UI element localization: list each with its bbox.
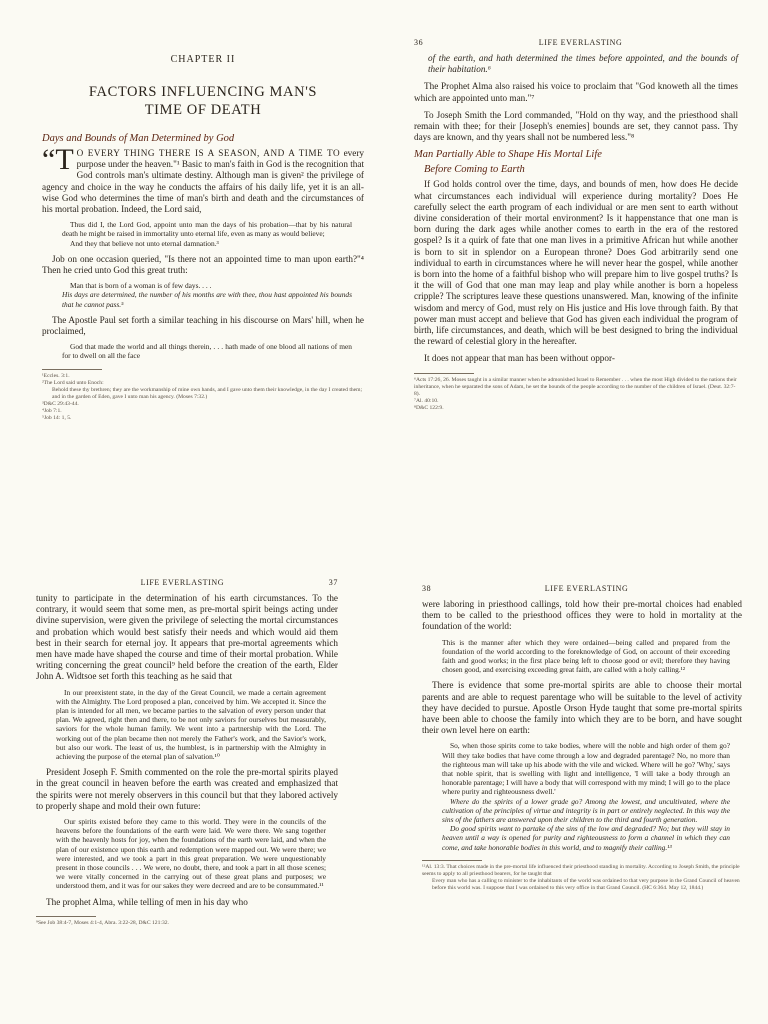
running-title: LIFE EVERLASTING: [538, 38, 623, 47]
block-quote: Our spirits existed before they came to this world. They were in the councils of the heavens before the foundations of the earth were laid. We were there. We sang together with the heavenly hosts for joy, when the foundations of the earth were laid, and when the plan of our existence upon this earth and redemption were mapped out. We were there; we were interested, and we took a part in this great preparation. We were unquestionably present in those councils . . . We were, no doubt, there, and took a part in all those scenes; we were vitally concerned in the carrying out of these great plans and purposes; we understood them, and it was for our sakes they were decreed and are to be consummated.¹¹: [56, 817, 326, 891]
running-title: LIFE EVERLASTING: [544, 584, 629, 593]
block-quote: This is the manner after which they were ordained—being called and prepared from the foundation of the world according to the foreknowledge of God, on account of their exceeding faith and good works; in the first place being left to choose good or evil; therefore they having chosen good, and exercising exceeding great faith, are called with a holy calling.¹²: [442, 637, 730, 675]
paragraph: of the earth, and hath determined the times before appointed, and the bounds of their habitation.⁶: [428, 53, 738, 75]
page-left-bottom: [0, 512, 384, 1024]
page-number: 38: [422, 584, 432, 593]
section-heading: Days and Bounds of Man Determined by God: [42, 133, 235, 144]
running-header: [414, 38, 738, 47]
paragraph: The prophet Alma, while telling of men in his day who: [46, 896, 248, 907]
page-number: 37: [328, 578, 338, 587]
footnotes: ¹Eccles. 3:1. ²The Lord said unto Enoch: Behold these thy brethren; they are the workmanship of mine own hands, and I gave unto them their knowledge, in the day I created them; and in the garden of Eden, gave I unto man his agency. (Moses 7:32.) ³D&C 29:43-44. ⁴Job 7:1. ⁵Job 14: 1, 5.: [42, 372, 363, 421]
page-left-top: [0, 0, 384, 512]
paragraph: If God holds control over the time, days, and bounds of men, how does He decide what circumstances each individual will experience during mortality? Does He carefully select the earth program of each individual or are men sent to earth without divine consideration of their mortal environment? Is it happenstance that one man is born during the dark ages while another comes to earth in the era of the restored gospel? Is it a quirk of fate that one man lives in a primitive African hut while another is born to sit in splendor on a European throne? Does God arbitrarily send one individual to earth in circumstances where he will never hear the gospel, while another is born into the home of a faithful bishop who will prepare him to live gospel truths? Is it the will of God that one man may leap and play while another is born a hopeless cripple? The scriptures leave these questions unanswered. Man, knowing of the infinite wisdom and mercy of God, must rely on His justice and His love through faith. By that power man must accept and believe that God has given each individual the program of birth, life circumstances, and death, which will be best designed to bring the individual the reward of celestial glory in the hereafter.: [414, 179, 738, 347]
paragraph: To Joseph Smith the Lord commanded, "Hold on thy way, and the priesthood shall remain with thee; for their [Joseph's enemies] bounds are set, they cannot pass. Thy days are known, and thy years shall not be numbered less."⁸: [414, 109, 738, 143]
paragraph: There is evidence that some pre-mortal spirits are able to choose their mortal parents and are able to request parentage who will be suitable to the level of activity they have decided to pursue. Apostle Orson Hyde taught that some pre-mortal spirits have been able to choose the family into which they are to be born, and have sought their own level here on earth:: [422, 680, 742, 736]
footnotes: ¹²Al. 13:3. That choices made in the pre-mortal life influenced their priesthood standing in mortality. According to Joseph Smith, the principle seems to apply to all priesthood bearers, for he taught that Every man who has a calling to minister to the inhabitants of the world was ordained to that very purpose in the Grand Council of heaven before this world was. I suppose that I was ordained to this very office in that Grand Council. (HC 6:364. May 12, 1844.): [422, 863, 740, 891]
block-quote: Thus did I, the Lord God, appoint unto man the days of his probation—that by his natural death he might be raised in immortality unto eternal life, even as many as would believe; And they that believe not unto eternal damnation.³: [62, 220, 352, 248]
paragraph: The Apostle Paul set forth a similar teaching in his discourse on Mars' hill, when he proclaimed,: [42, 314, 364, 337]
block-quote: So, when those spirits come to take bodies, where will the noble and high order of them go? Will they take bodies that have come through a low and degraded parentage? No, no more than the righteous man will take up his abode with the vile and wicked. Where will he go? 'Why,' says that noble spirit, that is swelling with light and intelligence, 'I will take a body through an honorable parentage; I will have a body that will correspond with my mind; I will go to the place where purity and righteousness dwell.' Where do the spirits of a lower grade go? Among the lowest, and uncultivated, where the cultivation of the principles of virtue and integrity is in part or entirely neglected. In this way the sins of the fathers are answered upon their children to the third and fourth generation. Do good spirits want to partake of the sins of the low and degraded? No; but they will stay in heaven until a way is opened for purity and righteousness to form a channel in which they can come, and take honorable bodies in this world, and to magnify their calling.¹³: [442, 741, 730, 852]
section-heading: Man Partially Able to Shape His Mortal Life: [414, 149, 602, 161]
section-heading-cont: Before Coming to Earth: [424, 164, 525, 176]
running-header: [422, 584, 742, 593]
page-right-top: [384, 0, 768, 512]
paragraph: It does not appear that man has been without oppor-: [424, 353, 615, 364]
paragraph: “T O EVERY THING THERE IS A SEASON, AND A TIME TO every purpose under the heaven."¹ Basic to man's faith in God is the recognition that God controls man's ultimate destiny. Although man is given² the privilege of agency and choice in the way he conducts the affairs of his daily life, yet it is an all-wise God who determines the time of man's birth and death and the circumstances of his mortal probation. Indeed, the Lord said,: [42, 143, 364, 215]
running-title: LIFE EVERLASTING: [140, 578, 225, 587]
footnotes: ⁶Acts 17:26, 26. Moses taught in a similar manner when he admonished Israel to Remember . . . when the most High divided to the nations their inheritance, when he separated the sons of Adam, he set the bounds of the people according to the number of the children of Israel. (Deut. 32:7-8). ⁷Al. 40:10. ⁸D&C 122:9.: [414, 376, 737, 411]
running-header: [36, 578, 338, 587]
paragraph: were laboring in priesthood callings, told how their pre-mortal choices had enabled them to be called to the priesthood offices they were to hold in mortality at the foundation of the world:: [422, 599, 742, 632]
footnotes: ⁹See Job 38:4-7, Moses 4:1-4, Abra. 3:22-28, D&C 121:32.: [36, 919, 169, 926]
drop-cap: “T: [42, 143, 74, 176]
chapter-title: FACTORS INFLUENCING MAN'S TIME OF DEATH: [88, 84, 318, 118]
paragraph: President Joseph F. Smith commented on the role the pre-mortal spirits played in the great council in heaven before the earth was created and emphasized that the spirits were not merely observers in this council but that they labored actively to properly shape and mold their own future:: [36, 767, 338, 811]
paragraph: Job on one occasion queried, "Is there not an appointed time to man upon earth?"⁴ Then he cried unto God this great truth:: [42, 253, 364, 276]
paragraph: tunity to participate in the determination of his earth circumstances. To the contrary, it would seem that some men, as pre-mortal spirit beings acting under divine supervision, were given the privilege of selecting the mortal circumstances and probation which would best satisfy their needs and which would aid them best in their search for eternal joy. It appears that pre-mortal agreements which men have made have shaped the course and time of their mortal probation. While writing concerning the great council⁹ held before the creation of the earth, Elder John A. Widtsoe set forth this teaching as he said that: [36, 593, 338, 682]
chapter-number: CHAPTER II: [170, 54, 236, 65]
block-quote: God that made the world and all things therein, . . . hath made of one blood all nations of men for to dwell on all the face: [62, 342, 352, 361]
block-quote: Man that is born of a woman is of few days. . . . His days are determined, the number of his months are with thee, thou hast appointed his bounds that he cannot pass.⁵: [62, 281, 352, 309]
page-number: 36: [414, 38, 424, 47]
page-right-bottom: [384, 512, 768, 1024]
block-quote: In our preexistent state, in the day of the Great Council, we made a certain agreement with the Almighty. The Lord proposed a plan, conceived by him. We accepted it. Since the plan is intended for all men, we became parties to the salvation of every person under that plan. We agreed, right then and there, to be not only saviors for ourselves but measurably, saviors for the whole human family. We went into a partnership with the Lord. The working out of the plan became then not merely the Father's work, and the Savior's work, but also our work. The least of us, the humblest, is in partnership with the Almighty in achieving the purpose of the eternal plan of salvation.¹⁰: [56, 687, 326, 762]
paragraph: The Prophet Alma also raised his voice to proclaim that "God knoweth all the times which are appointed unto man."⁷: [414, 81, 738, 103]
